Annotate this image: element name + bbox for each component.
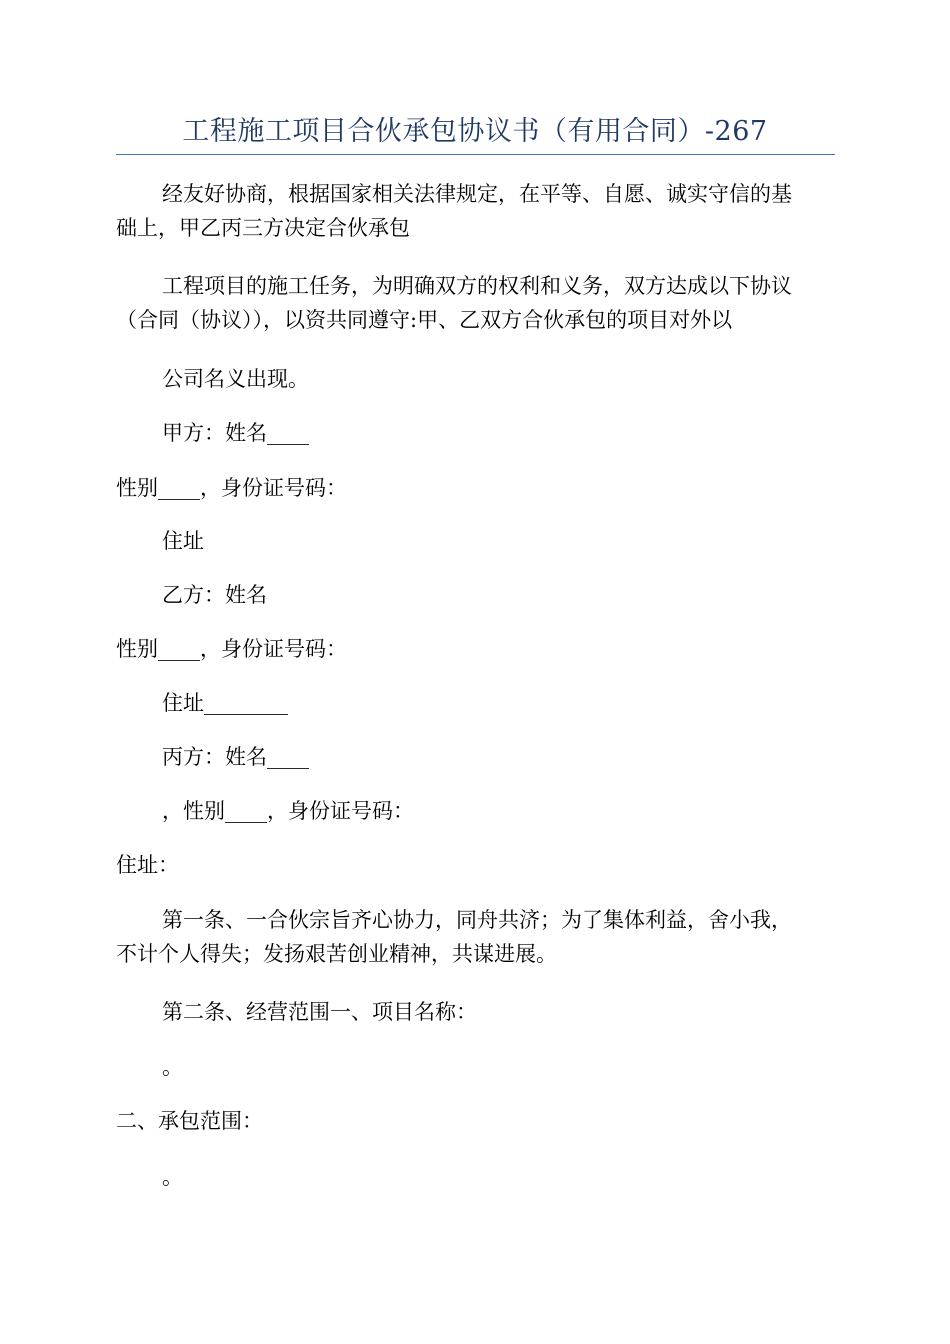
contract-scope-value [116, 1160, 834, 1194]
article-two [116, 995, 834, 1029]
paragraph-line: 公司名义出现。 [162, 367, 309, 391]
paragraph-line: 第一条、一合伙宗旨齐心协力，同舟共济；为了集体利益，舍小我， [162, 908, 792, 932]
paragraph-line: 甲方：姓名____ [162, 421, 309, 445]
party-a-gender-id [116, 471, 834, 505]
paragraph-line: 二、承包范围： [116, 1109, 263, 1133]
paragraph-line: 丙方：姓名____ [162, 745, 309, 769]
paragraph-line: 住址： [116, 853, 179, 877]
paragraph-line: 住址 [162, 529, 204, 553]
paragraph-line: 住址________ [162, 691, 288, 715]
paragraph-project [116, 269, 834, 337]
paragraph-intro [116, 177, 834, 245]
party-a-address [116, 524, 834, 558]
paragraph-line: 经友好协商，根据国家相关法律规定，在平等、自愿、诚实守信的基 [162, 182, 792, 206]
paragraph-line: 性别____，身份证号码： [116, 637, 347, 661]
paragraph-line: ，性别____，身份证号码： [162, 799, 414, 823]
paragraph-line: （合同（协议）），以资共同遵守:甲、乙双方合伙承包的项目对外以 [116, 308, 733, 332]
party-b-address [116, 686, 834, 720]
paragraph-line: 性别____，身份证号码： [116, 476, 347, 500]
title-underline [116, 154, 835, 155]
paragraph-line: 础上，甲乙丙三方决定合伙承包 [116, 216, 410, 240]
party-c-gender-id [116, 794, 834, 828]
paragraph-line: 。 [162, 1055, 183, 1079]
party-c-name [116, 740, 834, 774]
paragraph-company-name [116, 362, 834, 396]
party-a-name [116, 416, 834, 450]
party-b-gender-id [116, 632, 834, 666]
party-c-address [116, 848, 834, 882]
contract-scope-heading [116, 1104, 834, 1138]
paragraph-line: 第二条、经营范围一、项目名称： [162, 1000, 477, 1024]
document-title: 工程施工项目合伙承包协议书（有用合同）-267 [182, 116, 768, 147]
paragraph-line: 。 [162, 1165, 183, 1189]
article-one [116, 903, 834, 971]
paragraph-line: 乙方：姓名 [162, 583, 267, 607]
paragraph-line: 工程项目的施工任务，为明确双方的权利和义务，双方达成以下协议 [162, 274, 792, 298]
project-name-value [116, 1050, 834, 1084]
paragraph-line: 不计个人得失；发扬艰苦创业精神，共谋进展。 [116, 942, 557, 966]
party-b-name [116, 578, 834, 612]
